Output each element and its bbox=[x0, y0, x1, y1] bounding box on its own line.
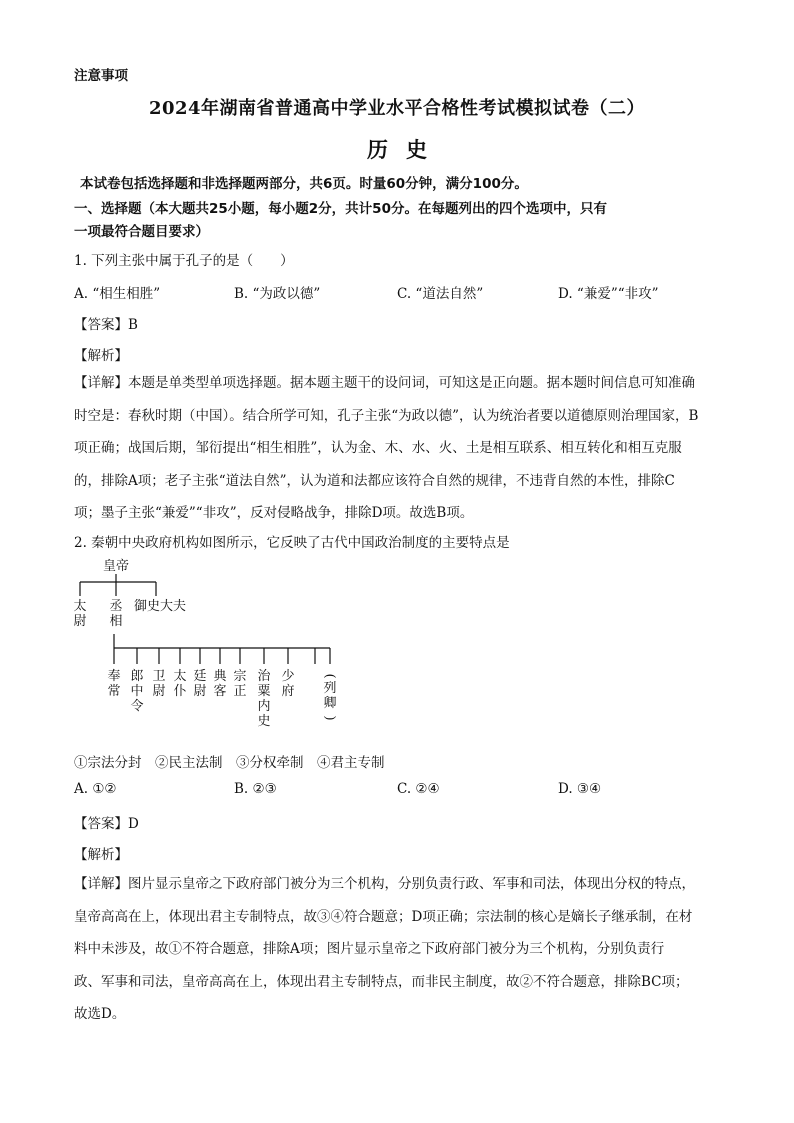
svg-text:(: ( bbox=[322, 673, 337, 679]
department-lieqing-label bbox=[322, 673, 337, 720]
svg-text:相: 相 bbox=[109, 614, 123, 629]
svg-text:尉: 尉 bbox=[152, 684, 166, 699]
svg-text:粟: 粟 bbox=[257, 684, 271, 699]
qin-government-diagram bbox=[60, 556, 360, 736]
svg-text:客: 客 bbox=[213, 684, 227, 699]
svg-text:令: 令 bbox=[130, 699, 144, 714]
svg-text:史: 史 bbox=[257, 714, 271, 729]
svg-text:尉: 尉 bbox=[193, 684, 207, 699]
q2-option-c: C. ②④ bbox=[397, 781, 440, 797]
notice-heading: 注意事项 bbox=[74, 68, 128, 84]
department-label bbox=[193, 669, 206, 699]
q1-detail-line: 本题是单类型单项选择题。据本题主题干的设问词，可知这是正向题。据本题时间信息可知准确 bbox=[128, 375, 695, 391]
q2-detail-tag: 【详解】 bbox=[74, 876, 128, 892]
svg-text:奉: 奉 bbox=[107, 669, 121, 684]
q2-answer bbox=[74, 812, 139, 832]
q2-detail-line: 故选D。 bbox=[74, 1006, 126, 1022]
q1-answer bbox=[74, 313, 138, 333]
svg-text:府: 府 bbox=[281, 684, 295, 699]
svg-text:卫: 卫 bbox=[152, 669, 166, 684]
q1-stem: 1. 下列主张中属于孔子的是（ ） bbox=[74, 253, 294, 269]
q1-answer-value: B bbox=[128, 317, 138, 333]
svg-text:尉: 尉 bbox=[73, 614, 87, 629]
svg-text:太: 太 bbox=[73, 599, 87, 614]
q2-detail bbox=[74, 868, 724, 1031]
department-label bbox=[281, 668, 294, 699]
q2-option-a: A. ①② bbox=[74, 781, 117, 797]
q1-option-c: C. “道法自然” bbox=[397, 286, 484, 302]
q2-option-b: B. ②③ bbox=[234, 781, 277, 797]
q1-option-a: A. “相生相胜” bbox=[74, 286, 161, 302]
emperor-label: 皇帝 bbox=[102, 559, 130, 574]
svg-text:常: 常 bbox=[107, 684, 121, 699]
q1-detail-line: 项；墨子主张“兼爱”“非攻”，反对侵略战争，排除D项。故选B项。 bbox=[74, 505, 474, 521]
svg-text:仆: 仆 bbox=[173, 684, 187, 699]
exam-title: 2024年湖南省普通高中学业水平合格性考试模拟试卷（二） bbox=[148, 98, 646, 119]
q1-detail-line: 项正确；战国后期，邹衍提出“相生相胜”，认为金、木、水、火、土是相互联系、相互转化和相互克服 bbox=[74, 440, 682, 456]
department-label bbox=[213, 668, 227, 699]
svg-text:丞: 丞 bbox=[109, 599, 123, 614]
department-label bbox=[233, 669, 246, 699]
official-taiwei-label bbox=[73, 598, 86, 629]
q2-detail-line: 皇帝高高在上，体现出君主专制特点，故③④符合题意；D项正确；宗法制的核心是嫡长子继承制，在材 bbox=[74, 908, 693, 925]
q1-option-b: B. “为政以德” bbox=[234, 286, 321, 302]
svg-text:郎: 郎 bbox=[130, 669, 144, 684]
q2-choices: ①宗法分封 ②民主法制 ③分权牵制 ④君主专制 bbox=[74, 755, 385, 771]
official-chengxiang-label bbox=[109, 599, 122, 629]
q2-answer-tag: 【答案】 bbox=[74, 816, 128, 832]
section1-heading-line1: 一、选择题（本大题共25小题，每小题2分，共计50分。在每题列出的四个选项中，只有 bbox=[74, 201, 607, 217]
q1-detail bbox=[74, 367, 724, 530]
svg-text:正: 正 bbox=[233, 684, 247, 699]
department-label bbox=[173, 668, 186, 699]
q1-detail-line: 时空是：春秋时期（中国）。结合所学可知，孔子主张“为政以德”，认为统治者要以道德原则治理国家，B bbox=[74, 407, 699, 424]
department-label bbox=[130, 669, 143, 714]
svg-text:廷: 廷 bbox=[193, 669, 207, 684]
q2-detail-line: 政、军事和司法，皇帝高高在上，体现出君主专制特点，而非民主制度，故②不符合题意，排除BC项； bbox=[74, 973, 689, 990]
q2-answer-value: D bbox=[128, 816, 139, 832]
svg-text:典: 典 bbox=[213, 669, 227, 684]
q2-detail-line: 料中未涉及，故①不符合题意，排除A项；图片显示皇帝之下政府部门被分为三个机构，分别负责行 bbox=[74, 941, 665, 957]
q2-option-d: D. ③④ bbox=[558, 781, 602, 797]
q1-option-d: D. “兼爱”“非攻” bbox=[558, 286, 659, 302]
department-label bbox=[152, 669, 165, 699]
q1-answer-tag: 【答案】 bbox=[74, 317, 128, 333]
q2-analysis-tag: 【解析】 bbox=[74, 847, 128, 863]
svg-text:): ) bbox=[322, 715, 337, 721]
svg-text:宗: 宗 bbox=[233, 669, 247, 684]
svg-text:内: 内 bbox=[257, 699, 271, 714]
q1-detail-line: 的，排除A项；老子主张“道法自然”，认为道和法都应该符合自然的规律，不违背自然的本性，排除C bbox=[74, 472, 675, 489]
subject-title: 历史 bbox=[367, 137, 445, 162]
svg-text:中: 中 bbox=[130, 684, 144, 699]
svg-text:列: 列 bbox=[323, 681, 337, 696]
department-label bbox=[107, 669, 120, 699]
svg-text:卿: 卿 bbox=[323, 696, 337, 711]
q1-analysis-tag: 【解析】 bbox=[74, 348, 128, 364]
official-yushidafu-label: 御史大夫 bbox=[134, 599, 187, 614]
section1-heading-line2: 一项最符合题目要求） bbox=[74, 224, 209, 240]
svg-text:治: 治 bbox=[257, 669, 271, 684]
svg-text:太: 太 bbox=[173, 669, 187, 684]
q2-stem: 2. 秦朝中央政府机构如图所示，它反映了古代中国政治制度的主要特点是 bbox=[74, 535, 510, 551]
svg-text:少: 少 bbox=[281, 669, 295, 684]
q2-detail-line: 图片显示皇帝之下政府部门被分为三个机构，分别负责行政、军事和司法，体现出分权的特点， bbox=[128, 876, 695, 892]
department-label bbox=[257, 669, 271, 729]
intro-text: 本试卷包括选择题和非选择题两部分，共6页。时量60分钟，满分100分。 bbox=[80, 176, 528, 192]
q1-detail-tag: 【详解】 bbox=[74, 375, 128, 391]
